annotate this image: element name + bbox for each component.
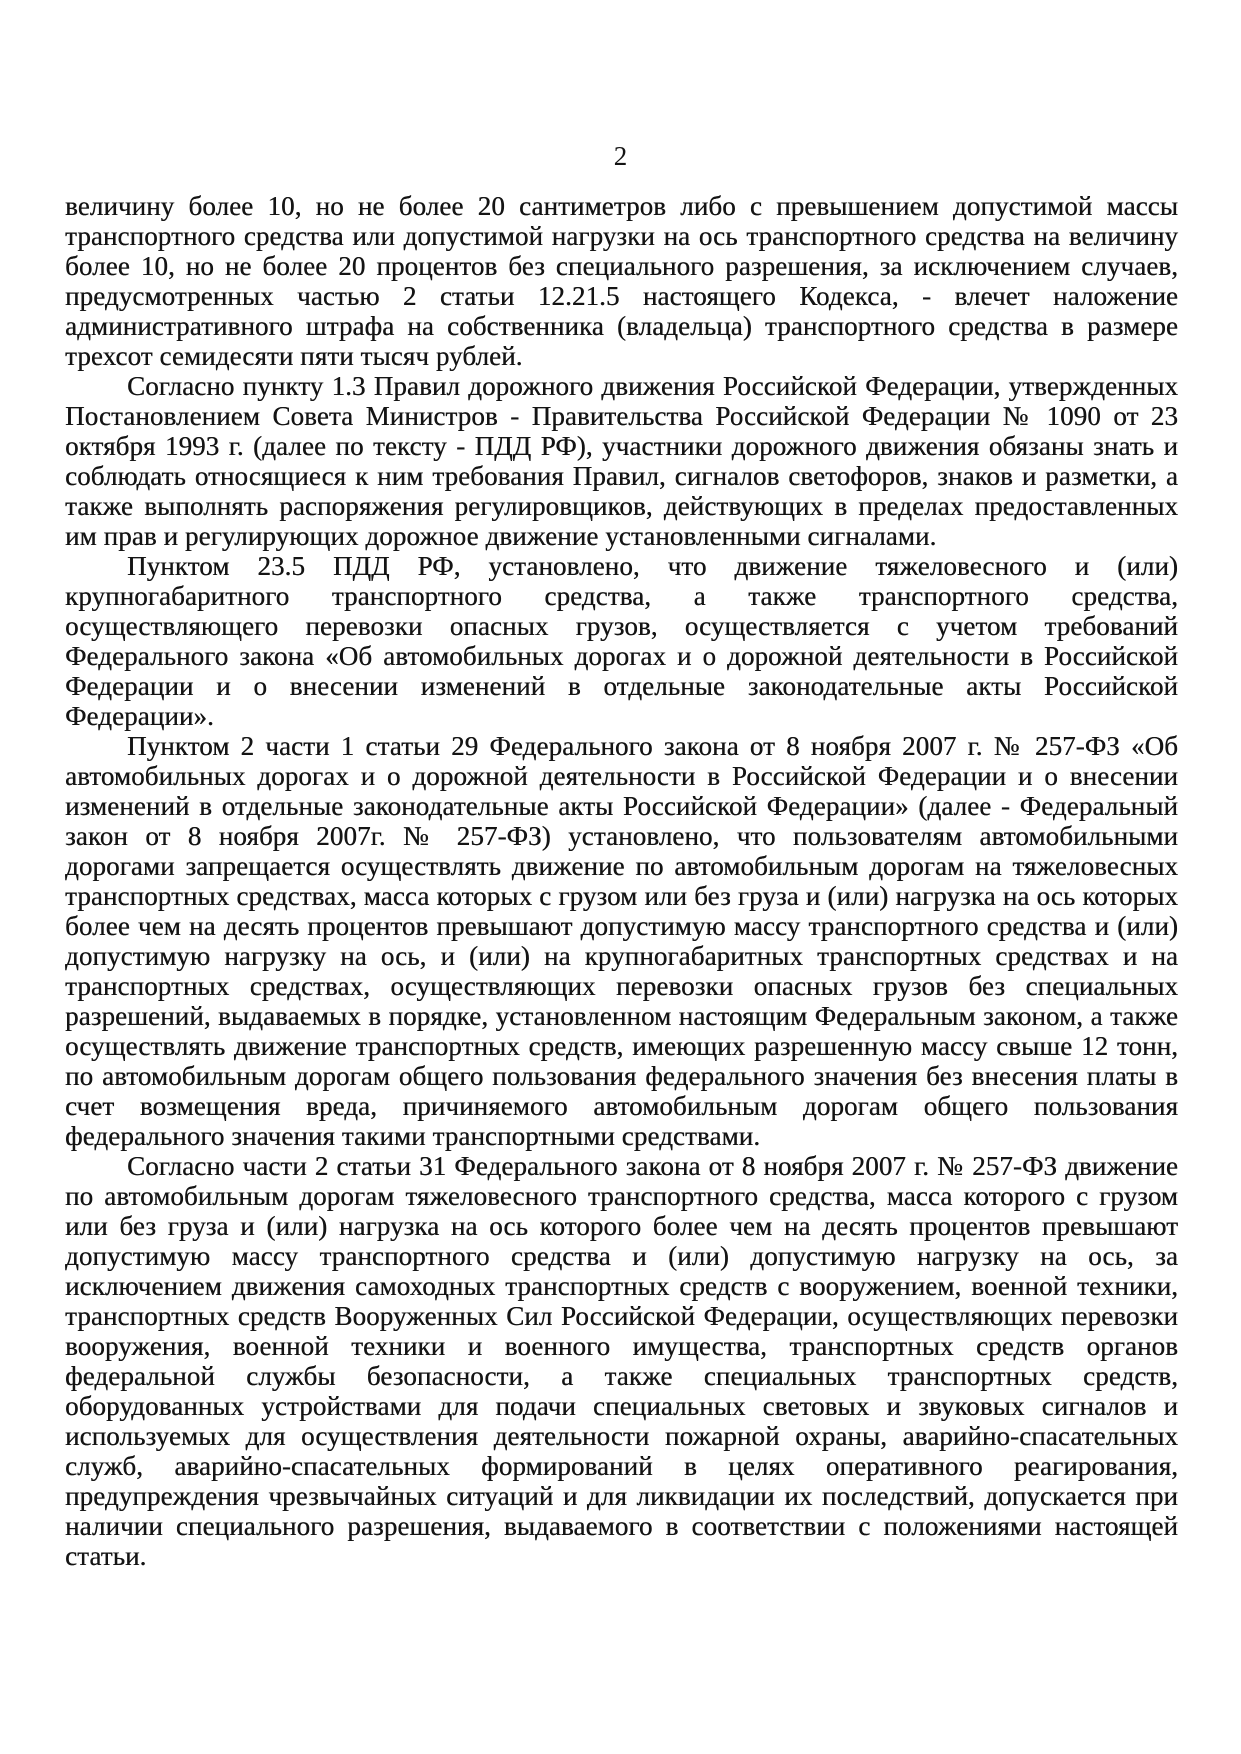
- paragraph: Согласно части 2 статьи 31 Федерального закона от 8 ноября 2007 г. № 257-ФЗ движение по автомобильным дорогам тяжеловесного транспортного средства, масса которого с грузом или без груза и (или) нагрузка на ось которого более чем на десять процентов превышают допустимую массу транспортного средства и (или) допустимую нагрузку на ось, за исключением движения самоходных транспортных средств с вооружением, военной техники, транспортных средств Вооруженных Сил Российской Федерации, осуществляющих перевозки вооружения, военной техники и военного имущества, транспортных средств органов федеральной службы безопасности, а также специальных транспортных средств, оборудованных устройствами для подачи специальных световых и звуковых сигналов и используемых для осуществления деятельности пожарной охраны, аварийно-спасательных служб, аварийно-спасательных формирований в целях оперативного реагирования, предупреждения чрезвычайных ситуаций и для ликвидации их последствий, допускается при наличии специального разрешения, выдаваемого в соответствии с положениями настоящей статьи.: [65, 1151, 1178, 1571]
- paragraph: Пунктом 23.5 ПДД РФ, установлено, что движение тяжеловесного и (или) крупногабаритного транспортного средства, а также транспортного средства, осуществляющего перевозки опасных грузов, осуществляется с учетом требований Федерального закона «Об автомобильных дорогах и о дорожной деятельности в Российской Федерации и о внесении изменений в отдельные законодательные акты Российской Федерации».: [65, 551, 1178, 731]
- document-body: [65, 191, 1178, 1571]
- paragraph: величину более 10, но не более 20 сантиметров либо с превышением допустимой массы транспортного средства или допустимой нагрузки на ось транспортного средства на величину более 10, но не более 20 процентов без специального разрешения, за исключением случаев, предусмотренных частью 2 статьи 12.21.5 настоящего Кодекса, - влечет наложение административного штрафа на собственника (владельца) транспортного средства в размере трехсот семидесяти пяти тысяч рублей.: [65, 191, 1178, 371]
- page-number: 2: [613, 141, 628, 171]
- paragraph: Согласно пункту 1.3 Правил дорожного движения Российской Федерации, утвержденных Постановлением Совета Министров - Правительства Российской Федерации № 1090 от 23 октября 1993 г. (далее по тексту - ПДД РФ), участники дорожного движения обязаны знать и соблюдать относящиеся к ним требования Правил, сигналов светофоров, знаков и разметки, а также выполнять распоряжения регулировщиков, действующих в пределах предоставленных им прав и регулирующих дорожное движение установленными сигналами.: [65, 371, 1178, 551]
- paragraph: Пунктом 2 части 1 статьи 29 Федерального закона от 8 ноября 2007 г. № 257-ФЗ «Об автомобильных дорогах и о дорожной деятельности в Российской Федерации и о внесении изменений в отдельные законодательные акты Российской Федерации» (далее - Федеральный закон от 8 ноября 2007г. № 257-ФЗ) установлено, что пользователям автомобильными дорогами запрещается осуществлять движение по автомобильным дорогам на тяжеловесных транспортных средствах, масса которых с грузом или без груза и (или) нагрузка на ось которых более чем на десять процентов превышают допустимую массу транспортного средства и (или) допустимую нагрузку на ось, и (или) на крупногабаритных транспортных средствах и на транспортных средствах, осуществляющих перевозки опасных грузов без специальных разрешений, выдаваемых в порядке, установленном настоящим Федеральным законом, а также осуществлять движение транспортных средств, имеющих разрешенную массу свыше 12 тонн, по автомобильным дорогам общего пользования федерального значения без внесения платы в счет возмещения вреда, причиняемого автомобильным дорогам общего пользования федерального значения такими транспортными средствами.: [65, 731, 1178, 1151]
